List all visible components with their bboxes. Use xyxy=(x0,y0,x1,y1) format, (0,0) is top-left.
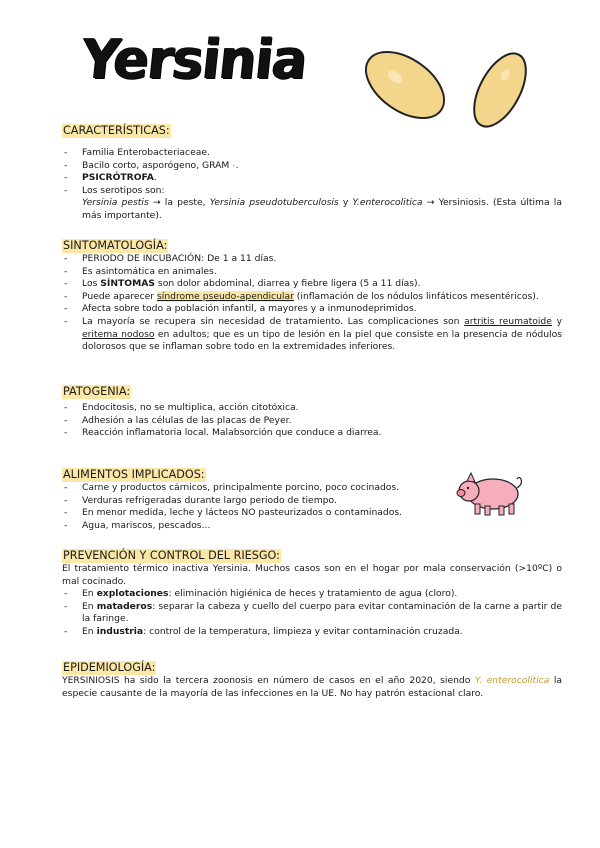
list-item: - Es asintomática en animales. xyxy=(62,266,562,279)
heading-sintomatologia: SINTOMATOLOGÍA: xyxy=(63,239,168,252)
epidemiologia-text: YERSINIOSIS ha sido la tercera zoonosis en número de casos en el año 2020, siendo Y. enterocolitica la especie causante de la mayoría de las infecciones en la UE. No hay patrón estacional claro. xyxy=(62,675,563,699)
list-item: - En mataderos: separar la cabeza y cuello del cuerpo para evitar contaminación de la carne a partir de la faringe. xyxy=(62,601,562,626)
list-item: - Los serotipos son: Yersinia pestis → la peste, Yersinia pseudotuberculosis y Y.enterocolitica → Yersiniosis. (Esta última la más importante). xyxy=(62,185,562,223)
list-item: - Agua, mariscos, pescados... xyxy=(62,520,447,533)
prevencion-intro: El tratamiento térmico inactiva Yersinia. Muchos casos son en el hogar por mala conservación (>10ºC) o mal cocinado. xyxy=(62,563,562,587)
list-item: - Verduras refrigeradas durante largo periodo de tiempo. xyxy=(62,495,447,508)
list-item: - PERIODO DE INCUBACIÓN: De 1 a 11 días. xyxy=(62,253,562,266)
list-item: - Bacilo corto, asporógeno, GRAM -. xyxy=(62,160,562,173)
list-item: - Carne y productos cárnicos, principalmente porcino, poco cocinados. xyxy=(62,482,447,495)
list-item: - La mayoría se recupera sin necesidad de tratamiento. Las complicaciones son artritis reumatoide y eritema nodoso en adultos; que es un tipo de lesión en la piel que consiste en la presencia de nódulos dolorosos que se inflaman sobre todo en la extremidades inferiores. xyxy=(62,316,562,354)
list-item: - En industria: control de la temperatura, limpieza y evitar contaminación cruzada. xyxy=(62,626,562,639)
heading-prevencion: PREVENCIÓN Y CONTROL DEL RIESGO: xyxy=(63,549,280,562)
list-item: - Adhesión a las células de las placas de Peyer. xyxy=(62,415,562,428)
list-item: - PSICRÓTROFA. xyxy=(62,172,562,185)
list-item: - Endocitosis, no se multiplica, acción citotóxica. xyxy=(62,402,562,415)
section-sintomatologia xyxy=(62,234,562,354)
list-item: - Reacción inflamatoria local. Malabsorción que conduce a diarrea. xyxy=(62,427,562,440)
section-prevencion xyxy=(62,544,562,639)
heading-caracteristicas: CARACTERÍSTICAS: xyxy=(63,124,170,137)
list-item: - Puede aparecer síndrome pseudo-apendicular (inflamación de los nódulos linfáticos mesentéricos). xyxy=(62,291,562,304)
list-item: - En menor medida, leche y lácteos NO pasteurizados o contaminados. xyxy=(62,507,447,520)
heading-epidemiologia: EPIDEMIOLOGÍA: xyxy=(63,661,156,674)
list-item: - Familia Enterobacteriaceae. xyxy=(62,147,562,160)
list-item: - En explotaciones: eliminación higiénica de heces y tratamiento de agua (cloro). xyxy=(62,588,562,601)
list-item: - Los SÍNTOMAS son dolor abdominal, diarrea y fiebre ligera (5 a 11 días). xyxy=(62,278,562,291)
heading-patogenia: PATOGENIA: xyxy=(63,385,131,398)
section-alimentos xyxy=(62,463,447,532)
heading-alimentos: ALIMENTOS IMPLICADOS: xyxy=(63,468,205,481)
section-patogenia xyxy=(62,380,562,440)
list-item: - Afecta sobre todo a población infantil, a mayores y a inmunodeprimidos. xyxy=(62,303,562,316)
page-title: Yersinia xyxy=(78,28,310,92)
pig-illustration xyxy=(455,468,527,518)
section-caracteristicas xyxy=(62,119,562,223)
section-epidemiologia xyxy=(62,656,562,700)
